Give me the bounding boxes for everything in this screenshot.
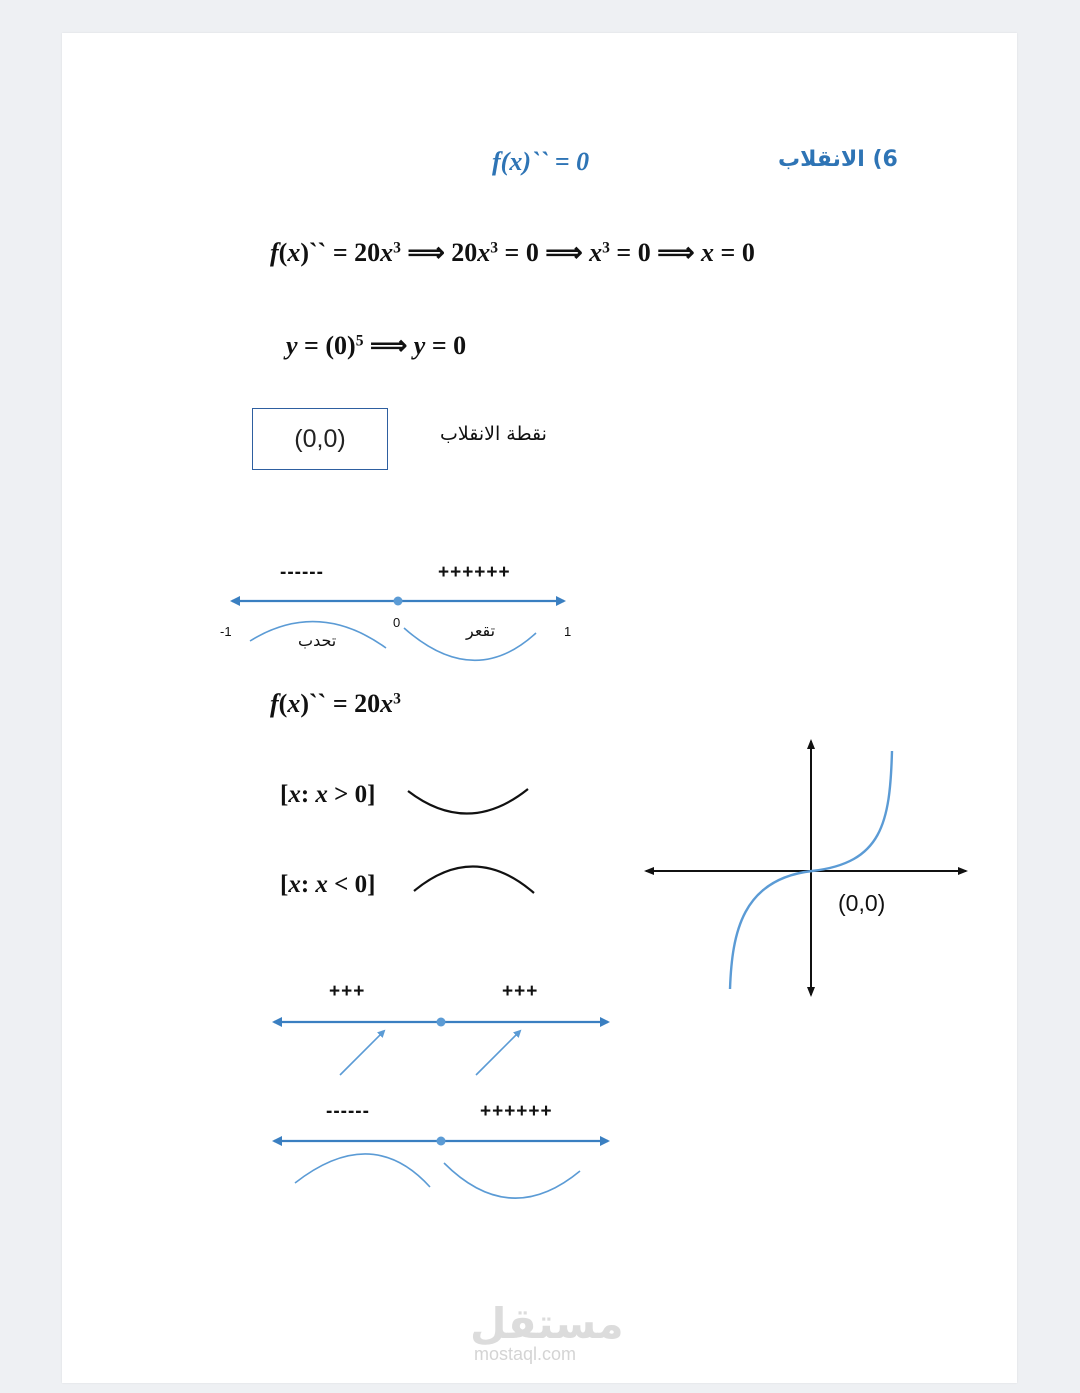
concave-down-arc-1 xyxy=(250,622,386,648)
concave-up-arc-1 xyxy=(404,628,536,660)
section-title: 6) الانقلاب xyxy=(778,147,898,172)
document-page xyxy=(62,33,1017,1383)
inflection-condition: f(x)`` = 0 xyxy=(492,147,590,176)
interval-negative: [x: x < 0] xyxy=(280,871,376,898)
number-line-1-tick-right: 1 xyxy=(564,624,572,639)
concave-up-curve xyxy=(408,789,528,814)
mostaql-url: mostaql.com xyxy=(474,1344,577,1364)
concave-down-curve xyxy=(414,866,534,893)
mostaql-logo: مستقل xyxy=(470,1299,624,1348)
inflection-point-value: (0,0) xyxy=(294,424,346,453)
number-line-1-tick-left: -1 xyxy=(220,624,232,639)
number-line-3-negative-sign: ------ xyxy=(326,1101,370,1122)
number-line-2-left-sign: +++ xyxy=(329,981,366,1002)
number-line-2-right-sign: +++ xyxy=(502,981,539,1002)
number-line-1-concave-up-label: تقعر xyxy=(466,621,496,640)
y-value-equation: $y = (0)^5$ ⟹ y = 0 xyxy=(286,331,467,360)
inflection-point-label: نقطة الانقلاب xyxy=(440,423,547,445)
interval-positive: [x: x > 0] xyxy=(280,781,376,808)
number-line-1-positive-sign: ++++++ xyxy=(438,562,511,583)
graph-origin-label: (0,0) xyxy=(838,890,886,916)
increasing-arrow-left xyxy=(340,1031,384,1075)
concave-up-arc-3 xyxy=(444,1163,580,1198)
number-line-1-negative-sign: ------ xyxy=(280,562,324,583)
increasing-arrow-right xyxy=(476,1031,520,1075)
concave-down-arc-3 xyxy=(295,1154,430,1187)
number-line-1-center-dot xyxy=(394,597,403,606)
second-derivative-solution: f(x)`` = $20x^3$ ⟹ $20x^3 = 0$ ⟹ $x^3 = 0$ ⟹ x = 0 xyxy=(270,238,755,267)
document-drawings xyxy=(62,33,1017,1383)
second-derivative-equation: f(x)`` = $20x^3$ xyxy=(270,689,401,718)
number-line-3-positive-sign: ++++++ xyxy=(480,1101,553,1122)
number-line-2-center-dot xyxy=(437,1018,446,1027)
number-line-1-concave-down-label: تحدب xyxy=(298,631,337,650)
number-line-1-tick-center: 0 xyxy=(393,615,401,630)
number-line-3-center-dot xyxy=(437,1137,446,1146)
